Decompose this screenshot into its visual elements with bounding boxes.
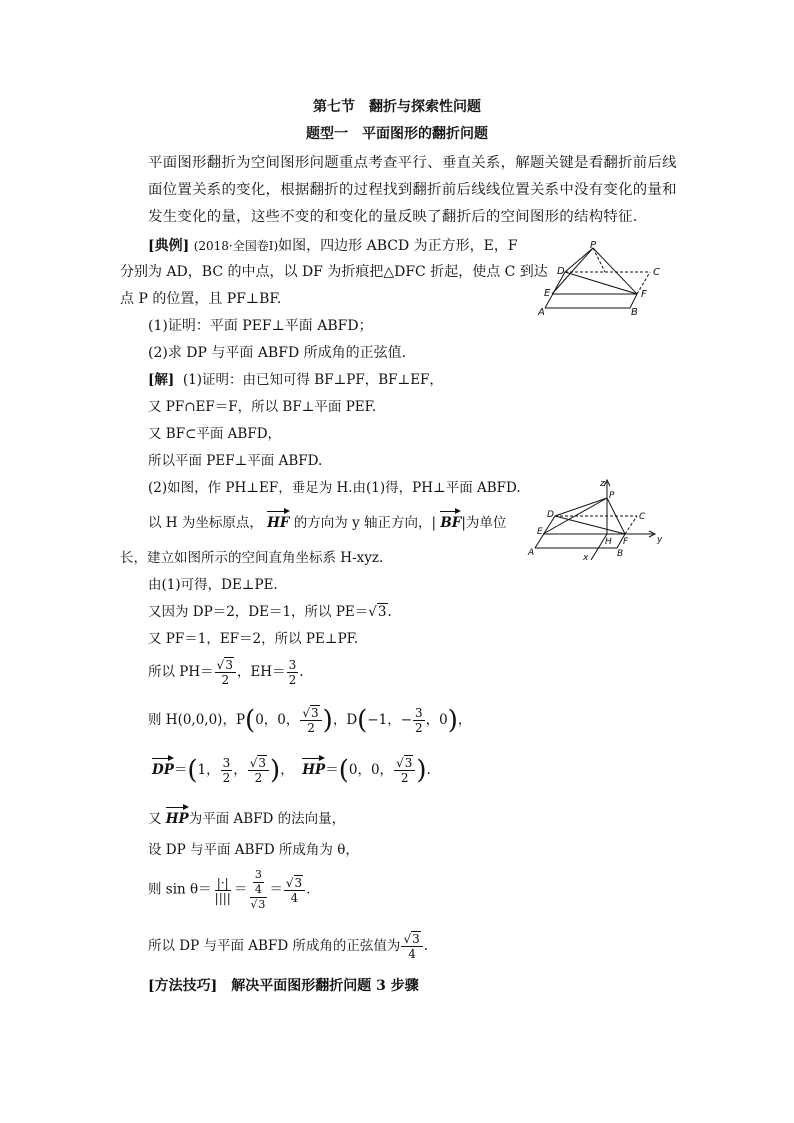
solution-line-14: 又 HP为平面 ABFD 的法向量，	[148, 806, 345, 828]
section-title: 第七节 翻折与探索性问题	[313, 99, 481, 115]
vector-HP-normal: HP	[166, 806, 189, 828]
method-tips-heading: [方法技巧] 解决平面图形翻折问题 3 步骤	[148, 978, 419, 994]
solution-line-1	[148, 371, 443, 389]
solution-line-12: 则 H(0,0,0)，P(0，0， $\frac{√3}{2}$ )，D(−1，− $\frac{3}{2}$ ，0)，	[148, 705, 472, 736]
solution-line-9: 又因为 DP＝2，DE＝1，所以 PE＝√3.	[148, 604, 392, 620]
solution-line-4: 所以平面 PEF⊥平面 ABFD.	[148, 453, 323, 469]
fig2-label-x: x	[583, 553, 589, 560]
solution-line-3: 又 BF⊂平面 ABFD，	[148, 426, 282, 442]
fig1-label-E: E	[544, 288, 551, 299]
example-tag: [典例]	[148, 238, 190, 254]
vector-HF: HF	[267, 510, 289, 532]
fig2-label-C: C	[639, 512, 646, 522]
fig1-label-D: D	[557, 266, 565, 277]
fraction-3-over-2: $\frac{3}{2}$	[288, 658, 297, 687]
question-type-title: 题型一 平面图形的翻折问题	[306, 126, 488, 142]
fraction-sqrt3-over-2: $\frac{√3}{2}$	[215, 658, 236, 687]
fig1-label-A: A	[538, 307, 545, 318]
solution-line-15: 设 DP 与平面 ABFD 所成角为 θ，	[148, 842, 359, 858]
fig1-label-P: P	[590, 240, 597, 251]
sqrt-3: √3	[368, 604, 387, 620]
vector-DP: DP	[152, 757, 174, 779]
example-line-2: 分别为 AD，BC 的中点，以 DF 为折痕把△DFC 折起，使点 C 到达	[120, 264, 548, 280]
fig2-label-P: P	[609, 491, 615, 501]
fig1-label-F: F	[641, 289, 647, 300]
figure-1-folded-square	[535, 240, 670, 318]
solution-line-11: 所以 PH＝ $\frac{√3}{2}$ ，EH＝ $\frac{3}{2}$ .	[148, 658, 304, 687]
fig2-label-D: D	[547, 510, 554, 520]
vector-HP: HP	[302, 757, 325, 779]
solution-line-10: 又 PF＝1，EF＝2，所以 PE⊥PF.	[148, 631, 359, 647]
solution-text-6c: |为单位	[461, 515, 507, 531]
solution-line-17: 所以 DP 与平面 ABFD 所成角的正弦值为 $\frac{√3}{4}$ .	[148, 932, 429, 961]
solution-text-1: (1)证明：由已知可得 BF⊥PF，BF⊥EF，	[182, 372, 443, 388]
solution-line-8: 由(1)可得，DE⊥PE.	[148, 577, 278, 593]
fig2-label-F: F	[623, 537, 629, 547]
fig2-label-y: y	[657, 535, 663, 545]
solution-line-16: 则 sin θ＝ $\frac{|\cdot|}{||||}$ ＝ $\frac{\frac{3}{4}}{√3}$ ＝ $\frac{√3}{4}$ .	[148, 868, 311, 911]
intro-paragraph: 平面图形翻折为空间图形问题重点考查平行、垂直关系，解题关键是看翻折前后线面位置关系的变化，根据翻折的过程找到翻折前后线线位置关系中没有变化的量和发生变化的量，这些不变的和变化的量反映了翻折后的空间图形的结构特征.	[148, 155, 677, 225]
solution-line-5: (2)如图，作 PH⊥EF，垂足为 H.由(1)得，PH⊥平面 ABFD.	[148, 480, 521, 496]
fig2-label-A: A	[528, 548, 535, 558]
figure-2-coordinate-system	[525, 476, 665, 560]
example-question-2: (2)求 DP 与平面 ABFD 所成角的正弦值.	[148, 345, 407, 361]
fig1-label-B: B	[631, 307, 638, 318]
solution-text-11a: 所以 PH＝	[148, 664, 214, 680]
example-line-3: 点 P 的位置，且 PF⊥BF.	[120, 291, 282, 307]
vector-BF: BF	[440, 510, 461, 532]
solution-line-7: 长，建立如图所示的空间直角坐标系 H-xyz.	[120, 550, 384, 566]
fig2-label-B: B	[617, 549, 624, 559]
example-line-1	[148, 237, 518, 255]
fig2-label-z: z	[600, 479, 605, 489]
solution-tag: [解]	[148, 372, 175, 388]
solution-line-2: 又 PF∩EF＝F，所以 BF⊥平面 PEF.	[148, 399, 377, 415]
solution-text-6a: 以 H 为坐标原点，	[148, 515, 263, 531]
solution-line-6	[148, 510, 506, 532]
example-source: (2018·全国卷Ⅰ)	[193, 239, 279, 253]
solution-text-6b: 的方向为 y 轴正方向，|	[293, 515, 437, 531]
solution-text-9a: 又因为 DP＝2，DE＝1，所以 PE＝	[148, 604, 369, 620]
fig2-label-H: H	[605, 537, 612, 547]
example-question-1: (1)证明：平面 PEF⊥平面 ABFD；	[148, 318, 373, 334]
fig2-label-E: E	[537, 527, 543, 537]
solution-line-13: DP＝(1， $\frac{3}{2}$ ， $\frac{√3}{2}$ )， HP＝(0，0， $\frac{√3}{2}$ ).	[152, 755, 431, 786]
example-line-1-rest: 如图，四边形 ABCD 为正方形，E，F	[278, 238, 518, 254]
fig1-label-C: C	[653, 267, 660, 278]
